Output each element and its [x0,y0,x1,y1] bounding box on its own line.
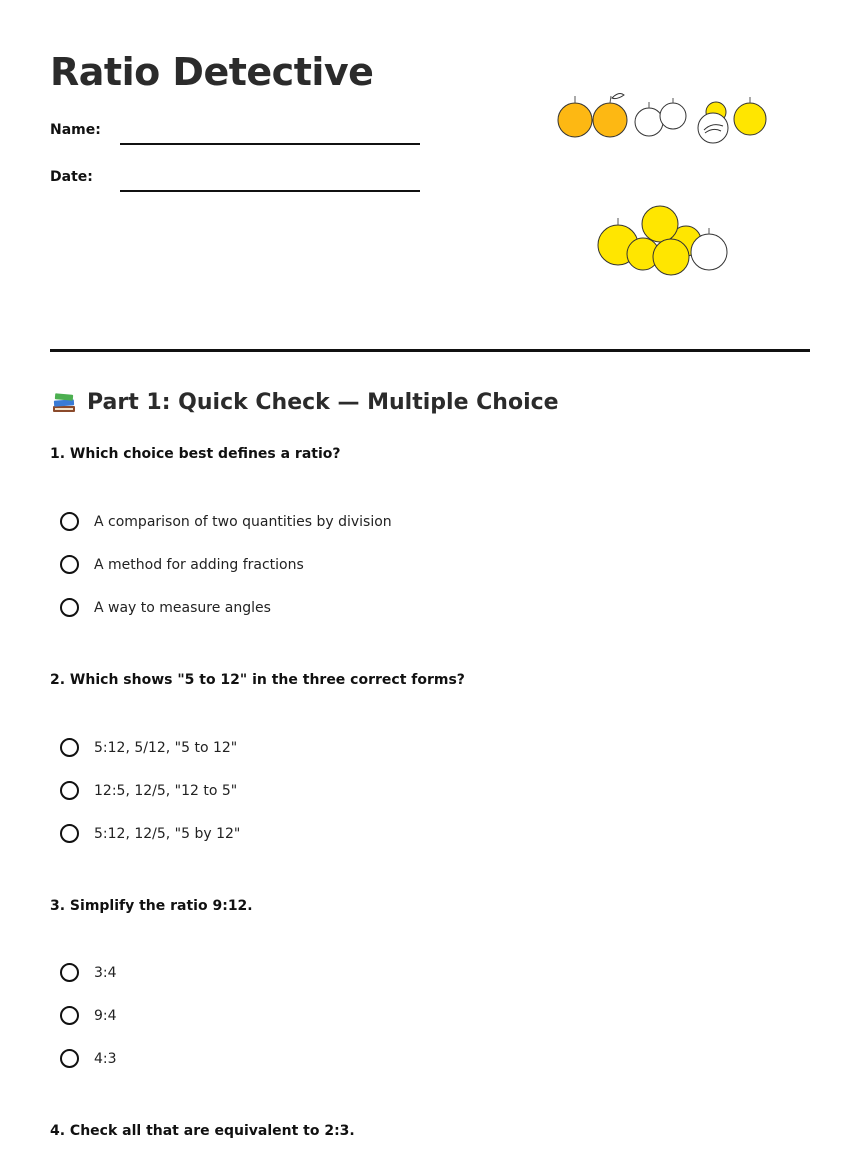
question-3-option-a[interactable] [60,963,117,982]
option-label: 5:12, 5/12, "5 to 12" [94,739,238,756]
part1-heading [50,388,559,416]
option-label: A method for adding fractions [94,556,304,573]
books-icon [50,388,78,416]
question-2: 2. Which shows "5 to 12" in the three correct forms? [50,672,465,688]
radio-button[interactable] [60,738,79,757]
radio-button[interactable] [60,824,79,843]
date-label: Date: [50,169,93,185]
question-4: 4. Check all that are equivalent to 2:3. [50,1123,355,1139]
question-1-option-c[interactable] [60,598,271,617]
white-apple-icon [698,113,728,143]
question-2-option-b[interactable] [60,781,237,800]
date-field[interactable] [120,190,420,192]
radio-button[interactable] [60,512,79,531]
orange-apple-icon [593,103,627,137]
radio-button[interactable] [60,963,79,982]
name-label: Name: [50,122,101,138]
option-label: A comparison of two quantities by division [94,513,392,530]
question-3-option-b[interactable] [60,1006,117,1025]
option-label: 4:3 [94,1050,117,1067]
question-2-option-c[interactable] [60,824,240,843]
option-label: 9:4 [94,1007,117,1024]
radio-button[interactable] [60,598,79,617]
option-label: 5:12, 12/5, "5 by 12" [94,825,241,842]
question-2-option-a[interactable] [60,738,237,757]
section-divider [50,349,810,352]
white-apple-icon [635,108,663,136]
question-1: 1. Which choice best defines a ratio? [50,446,341,462]
yellow-apple-icon [653,239,689,275]
white-apple-icon [691,234,727,270]
question-3: 3. Simplify the ratio 9:12. [50,898,253,914]
question-1-option-a[interactable] [60,512,392,531]
part1-title: Part 1: Quick Check — Multiple Choice [87,389,559,415]
worksheet-title: Ratio Detective [50,50,374,94]
orange-apple-icon [558,103,592,137]
question-1-option-b[interactable] [60,555,304,574]
white-apple-icon [660,103,686,129]
apples-illustration [545,90,775,290]
option-label: 12:5, 12/5, "12 to 5" [94,782,238,799]
radio-button[interactable] [60,1049,79,1068]
option-label: 3:4 [94,964,117,981]
radio-button[interactable] [60,1006,79,1025]
question-3-option-c[interactable] [60,1049,117,1068]
yellow-apple-icon [642,206,678,242]
name-field[interactable] [120,143,420,145]
radio-button[interactable] [60,555,79,574]
radio-button[interactable] [60,781,79,800]
yellow-apple-icon [734,103,766,135]
option-label: A way to measure angles [94,599,271,616]
